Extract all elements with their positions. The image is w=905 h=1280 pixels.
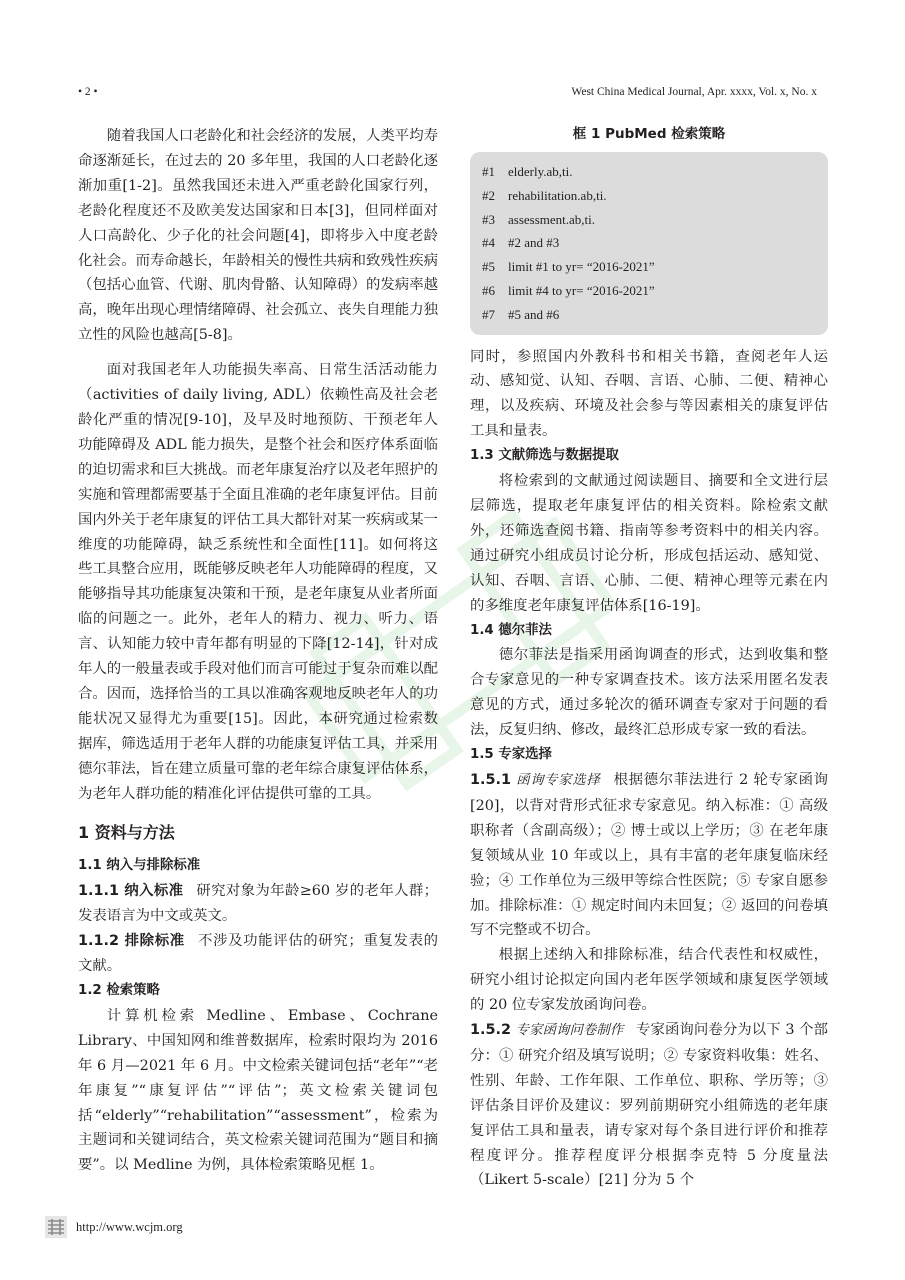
box-row bbox=[482, 231, 816, 255]
right-column bbox=[470, 124, 828, 1193]
row-number: #5 bbox=[482, 259, 495, 275]
section-heading: 1 资料与方法 bbox=[78, 823, 175, 843]
subsubsection-heading: 1.1.1 纳入标准 bbox=[78, 883, 184, 900]
paragraph: 随着我国人口老龄化和社会经济的发展，人类平均寿命逐渐延长，在过去的 20 多年里，我国的人口老龄化逐渐加重[1-2]。虽然我国还未进入严重老龄化国家行列，老龄化程度还不及欧美发达国家和日本[3]，但同样面对人口高龄化、少子化的社会问题[4]，即将步入中度老龄化社会。而寿命越长，年龄相关的慢性共病和致残性疾病（包括心血管、代谢、肌肉骨骼、认知障碍）的发病率越高，晚年出现心理情绪障碍、社会孤立、丧失自理能力独立性的风险也越高[5-8]。 bbox=[78, 128, 438, 344]
row-text: limit #1 to yr= “2016-2021” bbox=[508, 259, 655, 275]
row-number: #4 bbox=[482, 235, 495, 251]
box-row bbox=[482, 160, 816, 184]
box-row bbox=[482, 184, 816, 208]
row-number: #2 bbox=[482, 187, 495, 203]
row-number: #6 bbox=[482, 282, 495, 298]
box-title: 框 1 PubMed 检索策略 bbox=[572, 126, 726, 142]
paragraph: 不涉及功能评估的研究；重复发表的文献。 bbox=[78, 933, 439, 975]
paragraph: 德尔菲法是指采用函询调查的形式，达到收集和整合专家意见的一种专家调查技术。该方法采用匿名发表意见的方式，通过多轮次的循环调查专家对于问题的看法，反复归纳、修改，最终汇总形成专家一致的看法。 bbox=[470, 647, 828, 739]
subsubsection-number: 1.5.1 bbox=[470, 771, 511, 788]
box-row bbox=[482, 303, 816, 327]
paragraph: 将检索到的文献通过阅读题目、摘要和全文进行层层筛选，提取老年康复评估的相关资料。除检索文献外，还筛选查阅书籍、指南等参考资料中的相关内容。通过研究小组成员讨论分析，形成包括运动、感知觉、认知、吞咽、言语、心肺、二便、精神心理等元素在内的多维度老年康复评估体系[16-19]。 bbox=[470, 473, 828, 614]
row-number: #3 bbox=[482, 211, 495, 227]
box-row bbox=[482, 279, 816, 303]
subsection-heading: 1.4 德尔菲法 bbox=[470, 622, 552, 638]
left-column bbox=[78, 124, 438, 1178]
subsubsection-heading: 1.1.2 排除标准 bbox=[78, 933, 185, 950]
row-text: #2 and #3 bbox=[508, 235, 560, 251]
journal-info: West China Medical Journal, Apr. xxxx, Vol. x, No. x bbox=[571, 86, 817, 98]
subsection-heading: 1.5 专家选择 bbox=[470, 747, 552, 763]
row-number: #7 bbox=[482, 306, 495, 322]
subsubsection-title: 函询专家选择 bbox=[516, 772, 601, 788]
paragraph: 面对我国老年人功能损失率高、日常生活活动能力（activities of daily living, ADL）依赖性高及社会老龄化严重的情况[9-10]，及早及时地预防、干预老年人功能障碍及 ADL 能力损失，是整个社会和医疗体系面临的迫切需求和巨大挑战。而老年康复治疗以及老年照护的实施和管理都需要基于全面且准确的老年康复评估。目前国内外关于老年康复的评估工具大都针对某一疾病或某一维度的功能障碍，缺乏系统性和全面性[11]。如何将这些工具整合应用，既能够反映老年人功能障碍的程度，又能够指导其功能康复决策和干预，是老年康复从业者所面临的问题之一。此外，老年人的精力、视力、听力、语言、认知能力较中青年都有明显的下降[12-14]，针对成年人的一般量表或手段对他们而言可能过于复杂而难以配合。因而，选择恰当的工具以准确客观地反映老年人的功能状况又显得尤为重要[15]。因此，本研究通过检索数据库，筛选适用于老年人群的功能康复评估工具，并采用德尔菲法，旨在建立质量可靠的老年综合康复评估体系，为老年人群功能的精准化评估提供可靠的工具。 bbox=[78, 362, 438, 802]
paragraph: 研究对象为年龄≥60 岁的老年人群；发表语言为中文或英文。 bbox=[78, 883, 439, 925]
search-strategy-box bbox=[470, 152, 828, 335]
subsubsection-title: 专家函询问卷制作 bbox=[515, 1023, 624, 1039]
journal-url-link[interactable]: http://www.wcjm.org bbox=[76, 1219, 183, 1234]
paragraph: 根据德尔菲法进行 2 轮专家函询[20]，以背对背形式征求专家意见。纳入标准：① 高级职称者（含副高级）；② 博士或以上学历；③ 在老年康复领域从业 10 年或以上，具有丰富的老年康复临床经验；④ 工作单位为三级甲等综合性医院；⑤ 专家自愿参加。排除标准：① 规定时间内未回复；② 返回的问卷填写不完整或不切合。 bbox=[470, 771, 828, 939]
page-number: • 2 • bbox=[78, 86, 98, 98]
journal-logo-icon bbox=[44, 1215, 68, 1239]
box-row bbox=[482, 255, 816, 279]
paragraph: 同时，参照国内外教科书和相关书籍，查阅老年人运动、感知觉、认知、吞咽、言语、心肺、二便、精神心理，以及疾病、环境及社会参与等因素相关的康复评估工具和量表。 bbox=[470, 348, 828, 440]
row-text: elderly.ab,ti. bbox=[508, 164, 573, 179]
row-number: #1 bbox=[482, 164, 495, 179]
subsection-heading: 1.1 纳入与排除标准 bbox=[78, 858, 201, 874]
subsubsection-number: 1.5.2 bbox=[470, 1022, 511, 1039]
paragraph: 计算机检索 Medline、Embase、Cochrane Library、中国知网和维普数据库，检索时限均为 2016 年 6 月—2021 年 6 月。中文检索关键词包括“老年”“老年康复”“康复评估”“评估”；英文检索关键词包括“elderly”“rehabilitation”“assessment”，检索为主题词和关键词结合，英文检索关键词范围为“题目和摘要”。以 Medline 为例，具体检索策略见框 1。 bbox=[78, 1007, 438, 1174]
paragraph: 根据上述纳入和排除标准，结合代表性和权威性，研究小组讨论拟定向国内老年医学领域和康复医学领域的 20 位专家发放函询问卷。 bbox=[470, 947, 828, 1014]
box-row bbox=[482, 208, 816, 232]
footer bbox=[44, 1215, 183, 1239]
row-text: #5 and #6 bbox=[508, 306, 560, 322]
row-text: rehabilitation.ab,ti. bbox=[508, 187, 607, 203]
row-text: limit #4 to yr= “2016-2021” bbox=[508, 282, 655, 298]
subsection-heading: 1.3 文献筛选与数据提取 bbox=[470, 448, 619, 464]
row-text: assessment.ab,ti. bbox=[508, 211, 596, 227]
paragraph: 专家函询问卷分为以下 3 个部分：① 研究介绍及填写说明；② 专家资料收集：姓名、性别、年龄、工作年限、工作单位、职称、学历等；③ 评估条目评价及建议：罗列前期研究小组筛选的老年康复评估工具和量表，请专家对每个条目进行评价和推荐程度评分。推荐程度评分根据李克特 5 分度量法（Likert 5-scale）[21] 分为 5 个 bbox=[470, 1022, 829, 1189]
subsection-heading: 1.2 检索策略 bbox=[78, 983, 160, 998]
